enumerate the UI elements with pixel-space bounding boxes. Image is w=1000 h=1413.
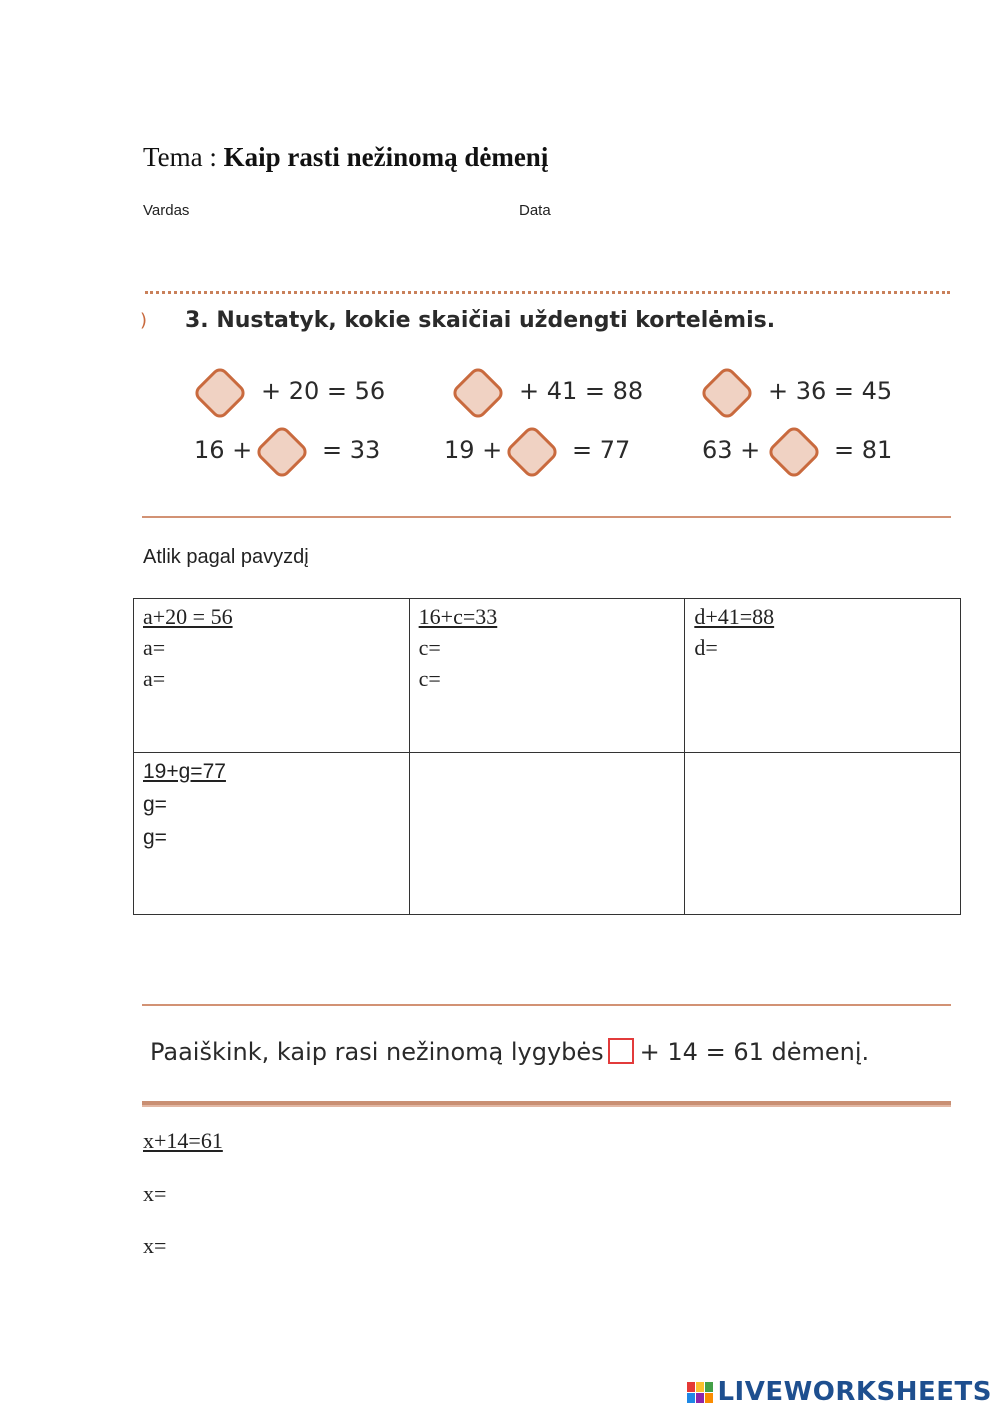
cover-card — [192, 365, 249, 422]
cell-line: d= — [694, 635, 718, 660]
cell-equation: d+41=88 — [694, 604, 775, 629]
tema-label: Tema : — [143, 142, 224, 172]
unknown-box — [608, 1038, 634, 1064]
section-divider — [142, 1101, 951, 1107]
liveworksheets-logo — [687, 1377, 992, 1407]
work-equation: x+14=61 — [143, 1128, 223, 1153]
explain-text: Paaiškink, kaip rasi nežinomą lygybės — [150, 1038, 604, 1066]
name-label: Vardas — [143, 202, 190, 219]
date-label: Data — [519, 202, 551, 219]
cover-card — [504, 424, 561, 481]
equation-text: + 41 = 88 — [519, 377, 644, 405]
work-line[interactable]: x= — [143, 1181, 167, 1206]
explain-prompt — [150, 1038, 869, 1066]
answer-cell[interactable] — [134, 599, 410, 753]
cover-card — [254, 424, 311, 481]
cell-line: g= — [143, 826, 167, 849]
instruction-text: Atlik pagal pavyzdį — [143, 546, 309, 568]
cell-line: a= — [143, 666, 166, 691]
task-heading: 3. Nustatyk, kokie skaičiai uždengti kortelėmis. — [185, 308, 776, 333]
cover-card — [450, 365, 507, 422]
answer-cell[interactable] — [409, 753, 685, 915]
answer-cell[interactable] — [685, 599, 961, 753]
logo-text: LIVEWORKSHEETS — [717, 1377, 992, 1407]
equation-prefix: 19 + — [444, 436, 503, 464]
cell-line: g= — [143, 793, 167, 816]
equation-text: = 33 — [322, 436, 381, 464]
equation-text: = 81 — [834, 436, 893, 464]
dotted-divider — [145, 291, 950, 294]
table-row — [134, 753, 961, 915]
answer-cell[interactable] — [409, 599, 685, 753]
answer-table — [133, 598, 961, 915]
section-divider — [142, 1004, 951, 1006]
equation-prefix: 63 + — [702, 436, 761, 464]
section-divider — [142, 516, 951, 518]
cell-line: c= — [418, 635, 441, 660]
work-line[interactable]: x= — [143, 1233, 167, 1258]
cell-line: c= — [418, 666, 441, 691]
section-marker: ) — [140, 310, 148, 331]
logo-icon — [687, 1382, 713, 1403]
equation-text: + 36 = 45 — [768, 377, 893, 405]
cell-equation: 19+g=77 — [143, 760, 226, 783]
cell-equation: a+20 = 56 — [143, 604, 233, 629]
page-title — [143, 142, 548, 173]
table-row — [134, 599, 961, 753]
cell-equation: 16+c=33 — [418, 604, 498, 629]
cell-line: a= — [143, 635, 166, 660]
equation-text: + 20 = 56 — [261, 377, 386, 405]
equation-prefix: 16 + — [194, 436, 253, 464]
explain-text: + 14 = 61 dėmenį. — [639, 1038, 870, 1066]
cover-card — [699, 365, 756, 422]
answer-cell[interactable] — [134, 753, 410, 915]
equation-text: = 77 — [572, 436, 631, 464]
tema-title: Kaip rasti nežinomą dėmenį — [223, 142, 549, 172]
cover-card — [766, 424, 823, 481]
answer-cell[interactable] — [685, 753, 961, 915]
